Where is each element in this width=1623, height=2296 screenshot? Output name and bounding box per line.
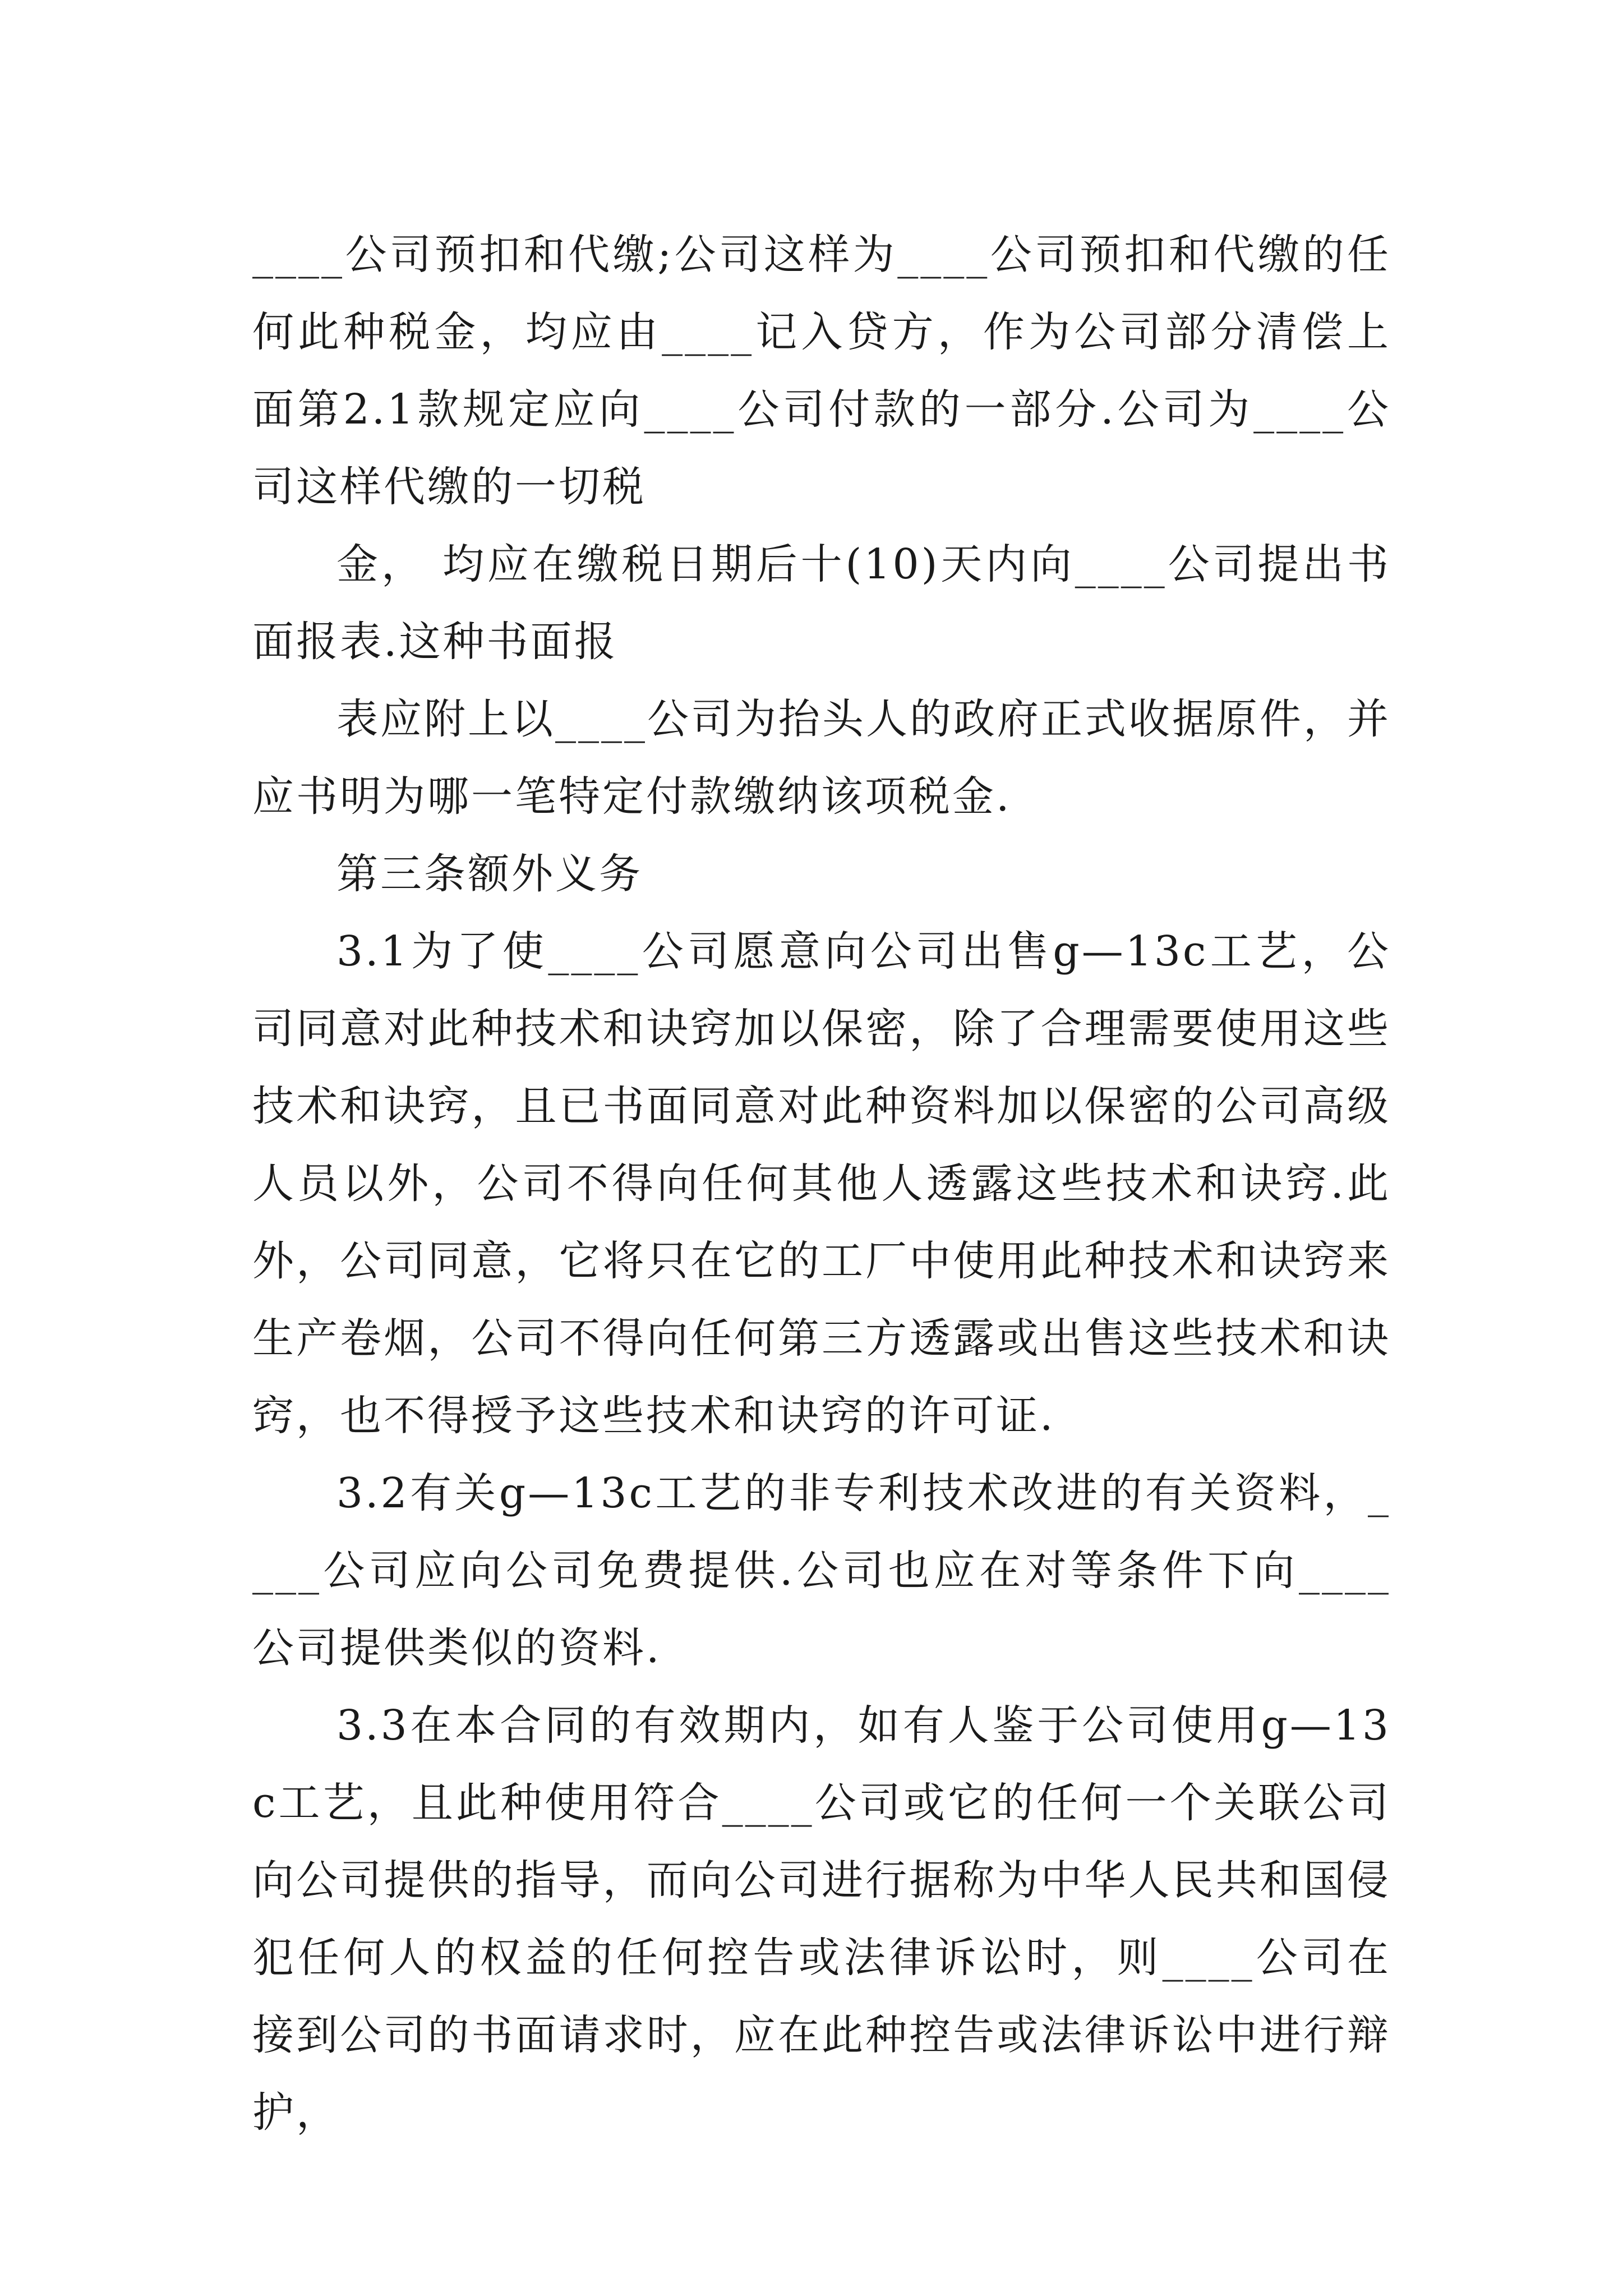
paragraph-tax-withholding: ____公司预扣和代缴;公司这样为____公司预扣和代缴的任何此种税金，均应由____记入贷方，作为公司部分清偿上面第2.1款规定应向____公司付款的一部分.公司为____公司这样代缴的一切税 <box>252 231 1391 511</box>
document-body <box>252 216 1391 2151</box>
clause-3-2: 3.2有关g—13c工艺的非专利技术改进的有关资料，____公司应向公司免费提供.公司也应在对等条件下向____公司提供类似的资料. <box>252 1469 1391 1672</box>
clause-3-3: 3.3在本合同的有效期内，如有人鉴于公司使用g—13c工艺，且此种使用符合____公司或它的任何一个关联公司向公司提供的指导，而向公司进行据称为中华人民共和国侵犯任何人的权益的任何控告或法律诉讼时，则____公司在接到公司的书面请求时，应在此种控告或法律诉讼中进行辩护， <box>252 1701 1391 2137</box>
clause-3-1: 3.1为了使____公司愿意向公司出售g—13c工艺，公司同意对此种技术和诀窍加以保密，除了合理需要使用这些技术和诀窍，且已书面同意对此种资料加以保密的公司高级人员以外，公司不得向任何其他人透露这些技术和诀窍.此外，公司同意，它将只在它的工厂中使用此种技术和诀窍来生产卷烟，公司不得向任何第三方透露或出售这些技术和诀窍，也不得授予这些技术和诀窍的许可证. <box>252 927 1391 1440</box>
paragraph-tax-receipt: 表应附上以____公司为抬头人的政府正式收据原件，并应书明为哪一笔特定付款缴纳该项税金. <box>252 695 1391 821</box>
paragraph-tax-report: 金， 均应在缴税日期后十(10)天内向____公司提出书面报表.这种书面报 <box>252 540 1391 666</box>
section-heading-article-3: 第三条额外义务 <box>336 850 643 898</box>
